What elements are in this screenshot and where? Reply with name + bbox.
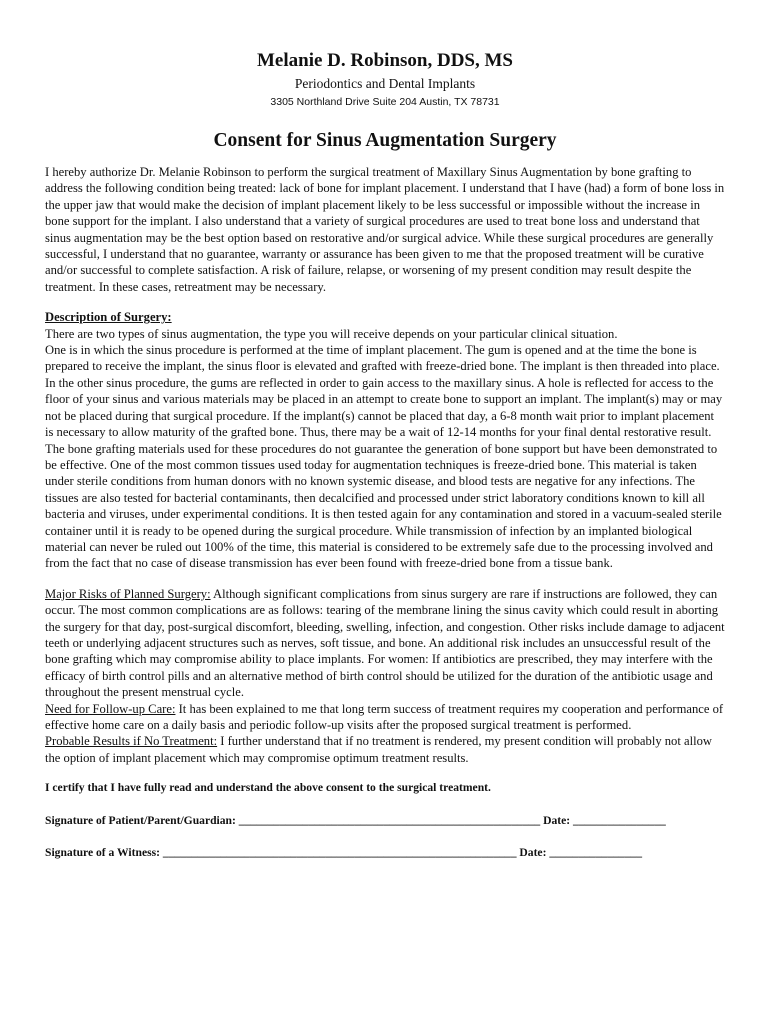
description-paragraph-4: The bone grafting materials used for these procedures do not guarantee the generation of bone support but have been demonstrated to be effective. One of the most common tissues used today for augmentation techniques is freeze-dried bone. This material is taken under sterile conditions from human donors with no known systemic disease, and blood tests are negative for any infections. The tissues are also tested for bacterial contaminants, then decalcified and processed under strict laboratory conditions known to kill all bacteria and viruses, under experimental conditions. It is then tested again for any contamination and stored in a vacuum-sealed sterile container until it is ready to be opened during the surgical procedure. While transmission of infection by an implanted biological material can never be ruled out 100% of the time, this material is considered to be extremely safe due to the processing involved and from the fact that no case of disease transmission has ever been found with freeze-dried bone from a tissue bank.: [45, 441, 722, 571]
no-treatment-paragraph: [45, 733, 725, 766]
followup-text: It has been explained to me that long term success of treatment requires my cooperation and performance of effective home care on a daily basis and periodic follow-up visits after the proposed surgical treatment is performed.: [45, 701, 724, 732]
risks-heading: Major Risks of Planned Surgery:: [45, 586, 211, 601]
description-paragraph-3: In the other sinus procedure, the gums are reflected in order to gain access to the maxillary sinus. A hole is reflected for access to the floor of your sinus and various materials may be placed in an attempt to create bone to support an implant. The implant(s) may or may not be placed during that surgical procedure. If the implant(s) cannot be placed that day, a 6-8 month wait prior to implant placement is necessary to allow maturity of the grafted bone. Thus, there may be a wait of 12-14 months for your final dental restorative result.: [45, 375, 723, 440]
patient-signature-label: Signature of Patient/Parent/Guardian:: [45, 813, 239, 827]
page-title: Consent for Sinus Augmentation Surgery: [213, 130, 557, 151]
risks-paragraph: [45, 586, 725, 701]
doctor-name: Melanie D. Robinson, DDS, MS: [257, 50, 513, 71]
risks-text: Although significant complications from sinus surgery are rare if instructions are followed, they can occur. The most common complications are as follows: tearing of the membrane lining the sinus cavity which could result in aborting the surgery for that day, post-surgical discomfort, bleeding, swelling, infection, and congestion. Other risks include damage to adjacent teeth or underlying adjacent structures such as nerves, soft tissue, and bone. An additional risk includes an unsuccessful result of the bone grafting which may compromise ability to place implants. For women: If antibiotics are prescribed, they may interfere with the efficacy of birth control pills and an alternative method of birth control should be utilized for the duration of the antibiotic usage and throughout the present menstrual cycle.: [45, 586, 725, 700]
description-section: [45, 309, 725, 572]
patient-date-line[interactable]: ________________: [573, 813, 666, 827]
description-paragraph-2: One is in which the sinus procedure is performed at the time of implant placement. The gum is opened and at the time the bone is prepared to receive the implant, the sinus floor is elevated and grafted with freeze-dried bone. The implant is then threaded into place.: [45, 343, 720, 374]
practice-address: 3305 Northland Drive Suite 204 Austin, TX 78731: [270, 96, 500, 108]
description-paragraph-1: There are two types of sinus augmentation, the type you will receive depends on your particular clinical situation.: [45, 326, 618, 341]
patient-date-label: Date:: [540, 813, 574, 827]
witness-signature-line[interactable]: _____________________________________________________________: [162, 846, 517, 860]
no-treatment-text: I further understand that if no treatment is rendered, my present condition will probably not allow the option of implant placement which may compromise optimum treatment results.: [45, 734, 712, 765]
certification-statement: I certify that I have fully read and understand the above consent to the surgical treatment.: [45, 781, 491, 795]
witness-date-label: Date:: [516, 846, 550, 860]
patient-signature-row: [45, 813, 725, 829]
witness-signature-label: Signature of a Witness:: [45, 846, 163, 860]
description-heading: Description of Surgery:: [45, 310, 172, 325]
practice-specialty: Periodontics and Dental Implants: [294, 76, 476, 91]
followup-heading: Need for Follow-up Care:: [45, 701, 176, 716]
intro-paragraph: I hereby authorize Dr. Melanie Robinson to perform the surgical treatment of Maxillary Sinus Augmentation by bone grafting to address the following condition being treated: lack of bone for implant placement. I understand that I have (had) a form of bone loss in the upper jaw that would make the decision of implant placement likely to be less successful or impossible without the increase in bone support for the implant. I also understand that a variety of surgical procedures are used to treat bone loss and understand that sinus augmentation may be the best option based on restorative and/or surgical advice. While these surgical procedures are generally successful, I understand that no guarantee, warranty or assurance has been given to me that the proposed treatment will be curative and/or successful to complete satisfaction. A risk of failure, relapse, or worsening of my present condition may result despite the treatment. In these cases, retreatment may be necessary.: [45, 165, 725, 294]
followup-paragraph: [45, 701, 725, 734]
risks-section: [45, 586, 725, 766]
witness-signature-row: [45, 845, 725, 861]
letterhead: [45, 50, 725, 109]
witness-date-line[interactable]: ________________: [549, 846, 643, 860]
patient-signature-line[interactable]: ____________________________________________________: [238, 813, 541, 827]
no-treatment-heading: Probable Results if No Treatment:: [45, 734, 218, 749]
